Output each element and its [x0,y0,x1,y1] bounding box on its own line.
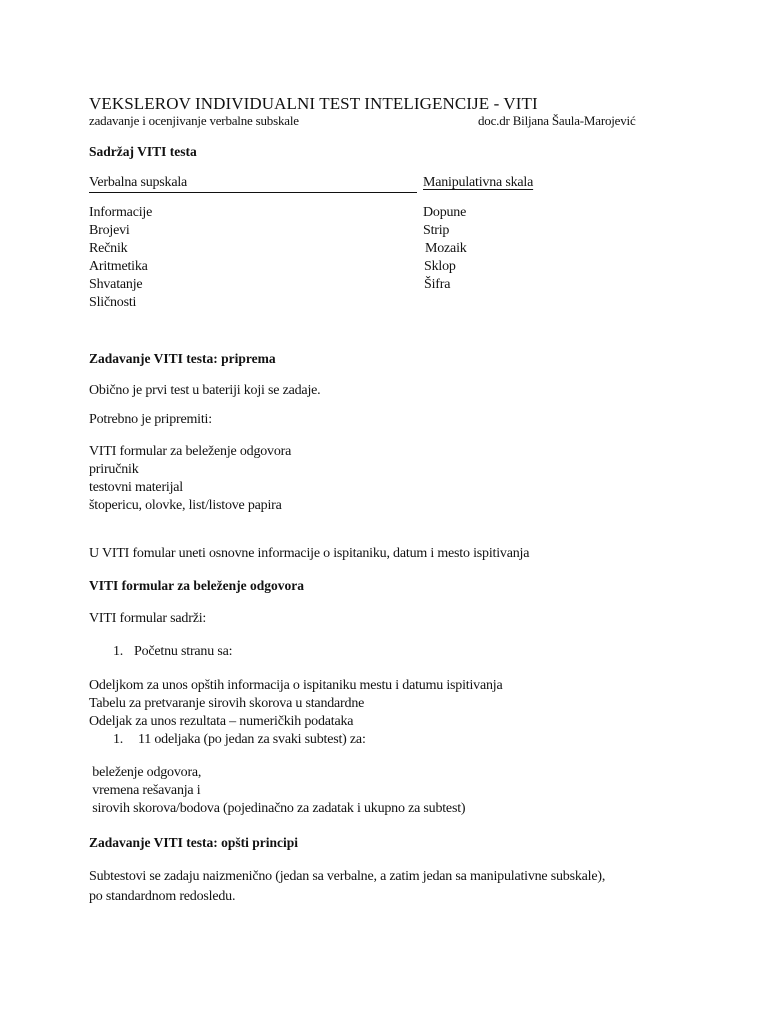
materials-list [89,443,291,515]
document-title: VEKSLEROV INDIVIDUALNI TEST INTELIGENCIJE - VITI [89,94,538,113]
list-item: Rečnik [89,241,128,256]
manipulative-scale-header: Manipulativna skala [423,175,534,190]
verbal-scale-header-label: Verbalna supskala [89,175,188,190]
verbal-subtest-list [89,204,152,312]
list-item: sirovih skorova/bodova (pojedinačno za zadatak i ukupno za subtest) [89,801,466,816]
list-item: Šifra [424,277,451,292]
list-item: priručnik [89,462,139,477]
list-item: beleženje odgovora, [89,765,202,780]
section-heading-sadrzaj: Sadržaj VITI testa [89,144,197,159]
list-item: Shvatanje [89,277,143,292]
list-item: Sličnosti [89,295,137,310]
list-item: VITI formular za beleženje odgovora [89,444,292,459]
subtest-sections-list [89,764,465,818]
section-heading-principi: Zadavanje VITI testa: opšti principi [89,835,299,850]
list-item: testovni materijal [89,480,183,495]
list-item: Brojevi [89,223,130,238]
list-item: Odeljak za unos rezultata – numeričkih podataka [89,714,354,729]
section-heading-formular: VITI formular za beleženje odgovora [89,578,304,593]
numbered-item-number: 1. [113,644,124,659]
paragraph: po standardnom redosledu. [89,889,236,904]
paragraph: Obično je prvi test u bateriji koji se zadaje. [89,383,321,398]
list-item: Strip [423,223,450,238]
verbal-scale-header [89,174,417,193]
document-subtitle: zadavanje i ocenjivanje verbalne subskale [89,113,299,128]
list-item: Odeljkom za unos opštih informacija o ispitaniku mestu i datumu ispitivanja [89,678,503,693]
list-item: Sklop [424,259,456,274]
paragraph: Potrebno je pripremiti: [89,412,212,427]
numbered-item-text: Početnu stranu sa: [134,644,233,659]
list-item: Tabelu za pretvaranje sirovih skorova u standardne [89,696,365,711]
numbered-item-text: 11 odeljaka (po jedan za svaki subtest) za: [138,732,366,747]
cover-page-list [89,677,503,731]
list-item: Mozaik [425,241,467,256]
document-author: doc.dr Biljana Šaula-Marojević [478,113,636,128]
list-item: vremena rešavanja i [89,783,201,798]
section-heading-priprema: Zadavanje VITI testa: priprema [89,351,276,366]
paragraph: U VITI fomular uneti osnovne informacije o ispitaniku, datum i mesto ispitivanja [89,546,530,561]
paragraph: VITI formular sadrži: [89,611,207,626]
list-item: štopericu, olovke, list/listove papira [89,498,282,513]
numbered-item-number: 1. [113,732,124,747]
list-item: Aritmetika [89,259,148,274]
list-item: Dopune [423,205,467,220]
paragraph: Subtestovi se zadaju naizmenično (jedan sa verbalne, a zatim jedan sa manipulativne subskale), [89,869,606,884]
manipulative-subtest-list [423,204,467,294]
list-item: Informacije [89,205,153,220]
